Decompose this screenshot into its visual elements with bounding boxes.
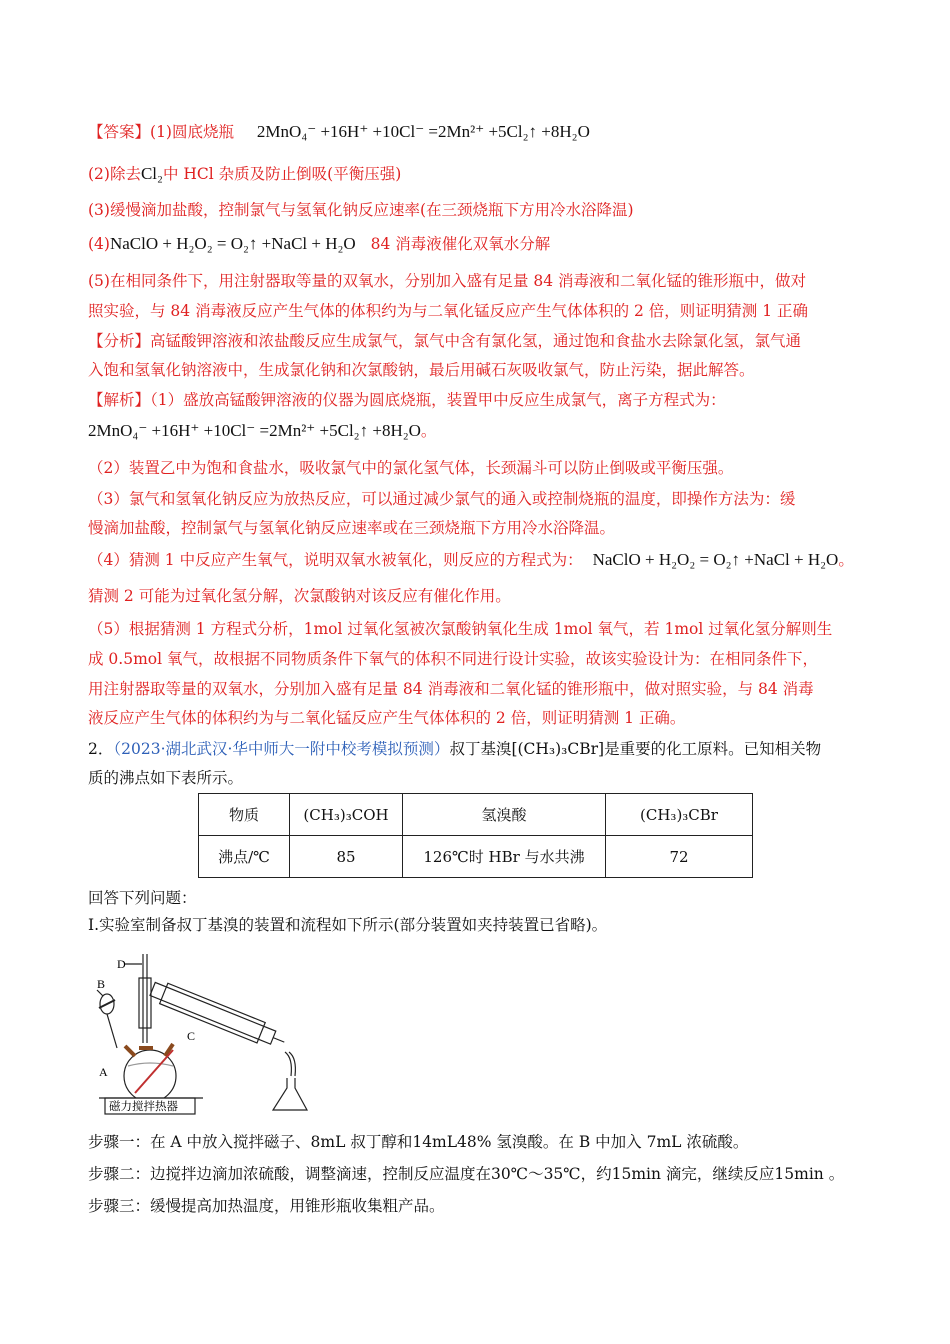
table-header-cell: (CH₃)₃CBr <box>606 794 753 836</box>
question-2-line-2: 质的沸点如下表所示。 <box>88 769 244 787</box>
explain-line-5c: 用注射器取等量的双氧水，分别加入盛有足量 84 消毒液和二氧化锰的锥形瓶中，做对照实验，与 84 消毒 <box>88 680 814 698</box>
question-stem-1: 叔丁基溴[(CH₃)₃CBr]是重要的化工原料。已知相关物 <box>449 740 822 758</box>
analysis-line-1 <box>88 329 860 351</box>
reflux-column <box>139 978 151 1028</box>
answer-line-2 <box>88 162 860 184</box>
answer-part-4-prefix: (4) <box>88 235 110 253</box>
explain-line-4b: 猜测 2 可能为过氧化氢分解，次氯酸钠对该反应有催化作用。 <box>88 587 511 605</box>
explain-line-3a: （3）氯气和氢氧化钠反应为放热反应，可以通过减少氯气的通入或控制烧瓶的温度，即操作方法为：缓 <box>88 490 796 508</box>
answer-part-2-suffix: 中 HCl 杂质及防止倒吸(平衡压强) <box>162 165 402 183</box>
equation-naclo: NaClO + H₂O₂ = O₂↑ +NaCl + H₂O <box>109 234 356 253</box>
heater-label: 磁力搅拌热器 <box>109 1099 178 1113</box>
answer-tag: 【答案】 <box>88 123 151 141</box>
equation-permanganate: 2MnO₄⁻ +16H⁺ +10Cl⁻ =2Mn²⁺ +5Cl₂↑ +8H₂O <box>256 122 590 141</box>
answer-prompt: 回答下列问题： <box>88 889 197 907</box>
analysis-line-2: 入饱和氢氧化钠溶液中，生成氯化钠和次氯酸钠，最后用碱石灰吸收氯气，防止污染，据此解答。 <box>88 361 755 379</box>
equation-naclo-2: NaClO + H₂O₂ = O₂↑ +NaCl + H₂O <box>592 550 839 569</box>
apparatus-figure <box>95 948 310 1116</box>
explain-equation-line <box>88 419 860 441</box>
answer-part-4-suffix: 84 消毒液催化双氧水分解 <box>370 235 551 253</box>
boiling-point-table <box>198 793 753 878</box>
answer-line-1 <box>88 120 860 142</box>
explain-line-4a <box>88 548 860 570</box>
explain-line-5a: （5）根据猜测 1 方程式分析，1mol 过氧化氢被次氯酸钠氧化生成 1mol 氧气，若 1mol 过氧化氢分解则生 <box>88 620 833 638</box>
answer-line-4 <box>88 232 860 254</box>
explain-line-5b: 成 0.5mol 氧气，故根据不同物质条件下氧气的体积不同进行设计实验，故该实验设计为：在相同条件下， <box>88 650 818 668</box>
table-header-cell: (CH₃)₃COH <box>290 794 403 836</box>
explain-line-5d: 液反应产生气体的体积约为与二氧化锰反应产生气体体积的 2 倍，则证明猜测 1 正确。 <box>88 709 686 727</box>
question-number: 2． <box>88 740 114 758</box>
explain-text-1: （1）盛放高锰酸钾溶液的仪器为圆底烧瓶，装置甲中反应生成氯气，离子方程式为： <box>150 391 726 409</box>
chlorine-formula: Cl₂ <box>140 164 163 183</box>
conical-flask <box>273 1078 307 1110</box>
table-row-label: 沸点/℃ <box>199 836 290 878</box>
explain-line-3b: 慢滴加盐酸，控制氯气与氢氧化钠反应速率或在三颈烧瓶下方用冷水浴降温。 <box>88 519 616 537</box>
step-1: 步骤一：在 A 中放入搅拌磁子、8mL 叔丁醇和14mL48% 氢溴酸。在 B 中加入 7mL 浓硫酸。 <box>88 1133 749 1151</box>
explain-text-4: （4）猜测 1 中反应产生氧气，说明双氧水被氧化，则反应的方程式为： <box>88 551 583 569</box>
answer-line-3: (3)缓慢滴加盐酸，控制氯气与氢氧化钠反应速率(在三颈烧瓶下方用冷水浴降温) <box>88 201 634 219</box>
question-source: （2023·湖北武汉·华中师大一附中校考模拟预测） <box>113 740 450 758</box>
label-a: A <box>99 1065 108 1079</box>
table-header-cell: 物质 <box>199 794 290 836</box>
answer-line-5b: 照实验，与 84 消毒液反应产生气体的体积约为与二氧化锰反应产生气体体积的 2 倍，则证明猜测 1 正确 <box>88 302 809 320</box>
explain-line-2: （2）装置乙中为饱和食盐水，吸收氯气中的氯化氢气体，长颈漏斗可以防止倒吸或平衡压强。 <box>88 459 734 477</box>
table-cell: 72 <box>606 836 753 878</box>
equation-permanganate-2: 2MnO₄⁻ +16H⁺ +10Cl⁻ =2Mn²⁺ +5Cl₂↑ +8H₂O <box>88 421 421 440</box>
answer-part-1: (1)圆底烧瓶 <box>150 123 234 141</box>
explain-tag: 【解析】 <box>88 391 151 409</box>
step-3: 步骤三：缓慢提高加热温度，用锥形瓶收集粗产品。 <box>88 1197 445 1215</box>
table-cell: 85 <box>290 836 403 878</box>
table-row <box>199 794 753 836</box>
analysis-text-1: 高锰酸钾溶液和浓盐酸反应生成氯气，氯气中含有氯化氢，通过饱和食盐水去除氯化氢，氯气通 <box>150 332 802 350</box>
table-cell: 126℃时 HBr 与水共沸 <box>403 836 606 878</box>
table-header-cell: 氢溴酸 <box>403 794 606 836</box>
explain-line-1 <box>88 388 860 410</box>
label-b: B <box>97 977 106 991</box>
table-row <box>199 836 753 878</box>
question-2-line-1 <box>88 737 860 759</box>
part-1-intro: I.实验室制备叔丁基溴的装置和流程如下所示(部分装置如夹持装置已省略)。 <box>88 916 608 934</box>
explain-period-1: 。 <box>420 422 437 440</box>
step-2: 步骤二：边搅拌边滴加浓硫酸，调整滴速，控制反应温度在30℃～35℃，约15min 滴完，继续反应15min 。 <box>88 1165 845 1183</box>
analysis-tag: 【分析】 <box>88 332 151 350</box>
explain-period-4: 。 <box>838 551 854 569</box>
condenser <box>149 979 289 1053</box>
answer-part-2-prefix: (2)除去 <box>88 165 141 183</box>
answer-line-5a: (5)在相同条件下，用注射器取等量的双氧水，分别加入盛有足量 84 消毒液和二氧化锰的锥形瓶中，做对 <box>88 272 807 290</box>
label-c: C <box>187 1029 196 1043</box>
label-d: D <box>117 957 126 971</box>
